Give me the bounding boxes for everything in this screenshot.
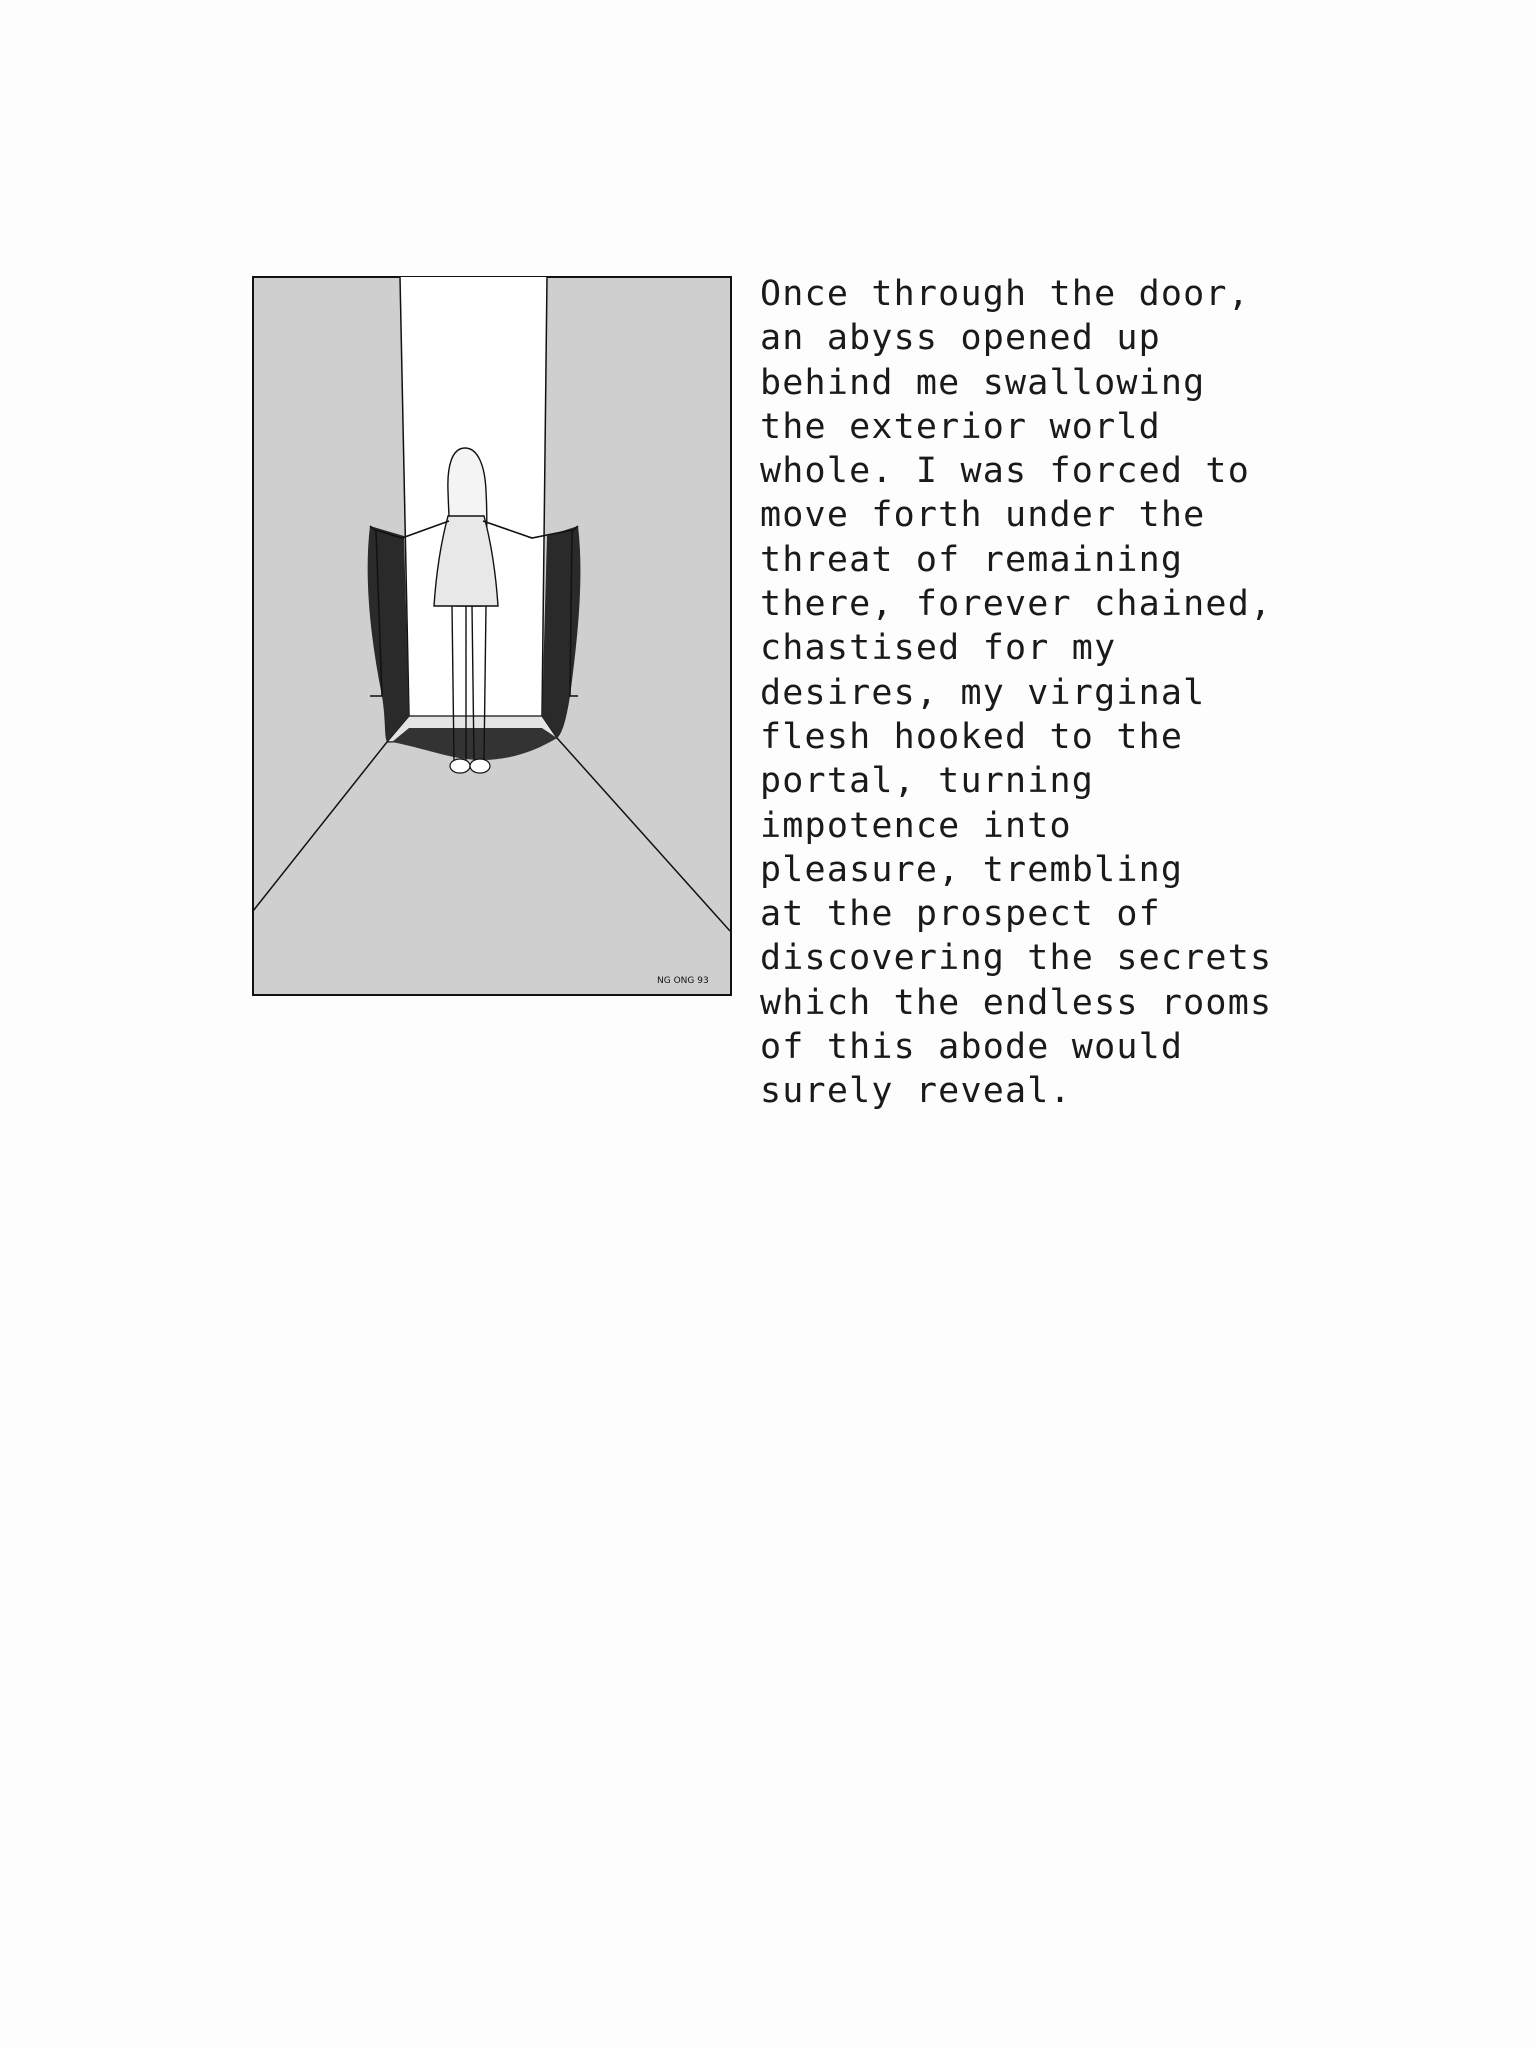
figure-right-foot [470,759,490,773]
text-line: discovering the secrets [760,938,1273,979]
text-line: flesh hooked to the [760,716,1184,757]
text-line: of this abode would [760,1027,1184,1068]
text-line: move forth under the [760,495,1206,536]
text-line: desires, my virginal [760,672,1206,713]
illustration-figure-in-doorway [252,276,732,996]
text-line: an abyss opened up [760,318,1161,359]
doorway-drawing [252,276,732,996]
prose-paragraph [760,272,1320,1114]
text-line: whole. I was forced to [760,451,1250,492]
text-line: portal, turning [760,761,1095,802]
artist-signature: NG ONG 93 [657,976,709,986]
text-line: impotence into [760,805,1072,846]
text-line: threat of remaining [760,539,1184,580]
text-line: there, forever chained, [760,584,1273,625]
text-line: at the prospect of [760,894,1161,935]
text-line: chastised for my [760,628,1117,669]
text-line: surely reveal. [760,1071,1072,1112]
text-line: which the endless rooms [760,982,1273,1023]
text-line: pleasure, trembling [760,849,1184,890]
text-line: the exterior world [760,406,1161,447]
text-line: Once through the door, [760,274,1250,314]
text-line: behind me swallowing [760,362,1206,403]
figure-left-foot [450,759,470,773]
